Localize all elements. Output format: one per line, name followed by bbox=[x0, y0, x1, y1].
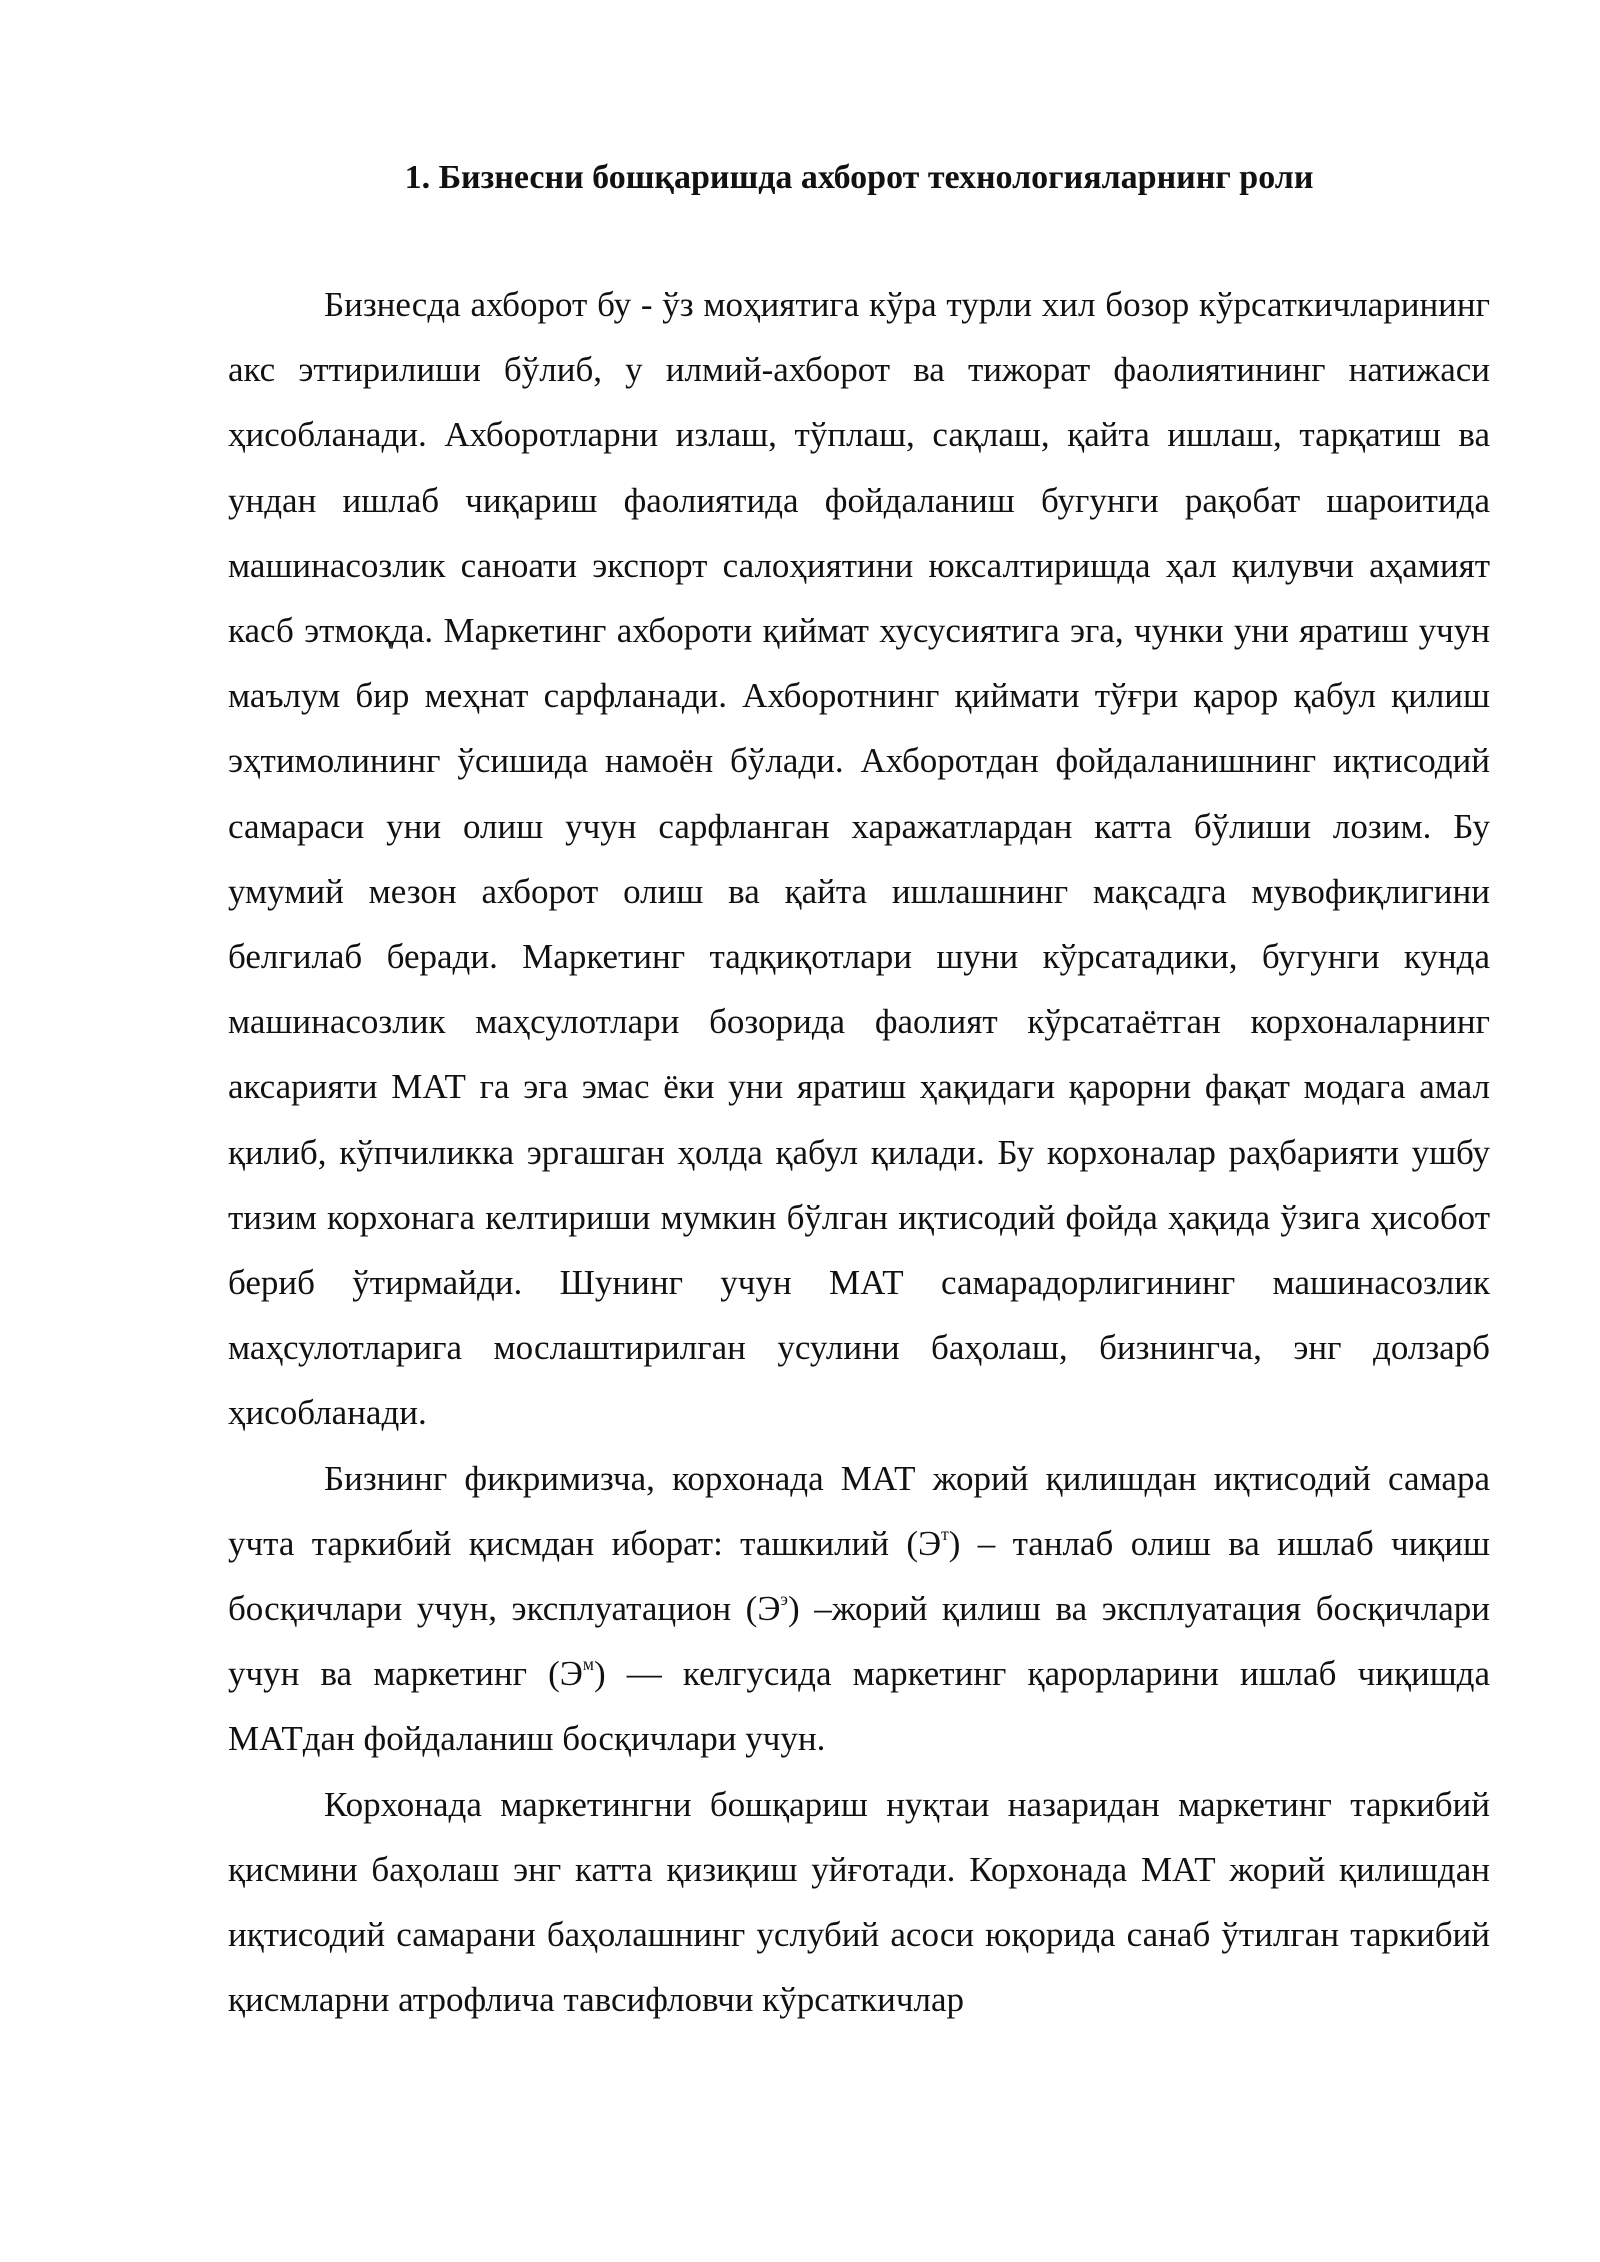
paragraph-2 bbox=[228, 1446, 1490, 1772]
section-title: 1. Бизнесни бошқаришда ахборот технологияларнинг роли bbox=[404, 159, 1314, 196]
paragraph-3: Корхонада маркетингни бошқариш нуқтаи назаридан маркетинг таркибий қисмини баҳолаш энг катта қизиқиш уйғотади. Корхонада МАТ жорий қилишдан иқтисодий самарани баҳолашнинг услубий асоси юқорида санаб ўтилган таркибий қисмларни атрофлича тавсифловчи кўрсаткичлар bbox=[228, 1784, 1490, 2020]
paragraph-2-text-2: ) – танлаб олиш ва ишлаб чиқиш босқичлари учун, эксплуатацион (Э bbox=[228, 1523, 1490, 1629]
paragraph-1: Бизнесда ахборот бу - ўз моҳиятига кўра турли хил бозор кўрсаткичларининг акс эттирилиши бўлиб, у илмий-ахборот ва тижорат фаолиятининг натижаси ҳисобланади. Ахборотларни излаш, тўплаш, сақлаш, қайта ишлаш, тарқатиш ва ундан ишлаб чиқариш фаолиятида фойдаланиш бугунги рақобат шароитида машинасозлик саноати экспорт салоҳиятини юксалтиришда ҳал қилувчи аҳамият касб этмоқда. Маркетинг ахбороти қиймат хусусиятига эга, чунки уни яратиш учун маълум бир меҳнат сарфланади. Ахборотнинг қиймати тўғри қарор қабул қилиш эҳтимолининг ўсишида намоён бўлади. Ахборотдан фойдаланишнинг иқтисодий самараси уни олиш учун сарфланган харажатлардан катта бўлиши лозим. Бу умумий мезон ахборот олиш ва қайта ишлашнинг мақсадга мувофиқлигини белгилаб беради. Маркетинг тадқиқотлари шуни кўрсатадики, бугунги кунда машинасозлик маҳсулотлари бозорида фаолият кўрсатаётган корхоналарнинг аксарияти МАТ га эга эмас ёки уни яратиш ҳақидаги қарорни фақат модага амал қилиб, кўпчиликка эргашган ҳолда қабул қилади. Бу корхоналар раҳбарияти ушбу тизим корхонага келтириши мумкин бўлган иқтисодий фойда ҳақида ўзига ҳисобот бериб ўтирмайди. Шунинг учун МАТ самарадорлигининг машинасозлик маҳсулотларига мослаштирилган усулини баҳолаш, бизнингча, энг долзарб ҳисобланади. bbox=[228, 285, 1490, 1433]
paragraph-2-text-1: Бизнинг фикримизча, корхонада МАТ жорий қилишдан иқтисодий самара учта таркибий қисмдан иборат: ташкилий (Э bbox=[228, 1458, 1490, 1563]
paragraph-2-text-3: ) –жорий қилиш ва эксплуатация босқичлари учун ва маркетинг (Э bbox=[228, 1589, 1490, 1694]
superscript-e: э bbox=[780, 1589, 788, 1610]
document-body bbox=[228, 272, 1490, 2032]
paragraph-2-text-4: ) — келгусида маркетинг қарорларини ишлаб чиқишда МАТдан фойдаланиш босқичлари учун. bbox=[228, 1654, 1490, 1759]
superscript-t: т bbox=[941, 1523, 949, 1544]
superscript-m: м bbox=[582, 1654, 594, 1675]
